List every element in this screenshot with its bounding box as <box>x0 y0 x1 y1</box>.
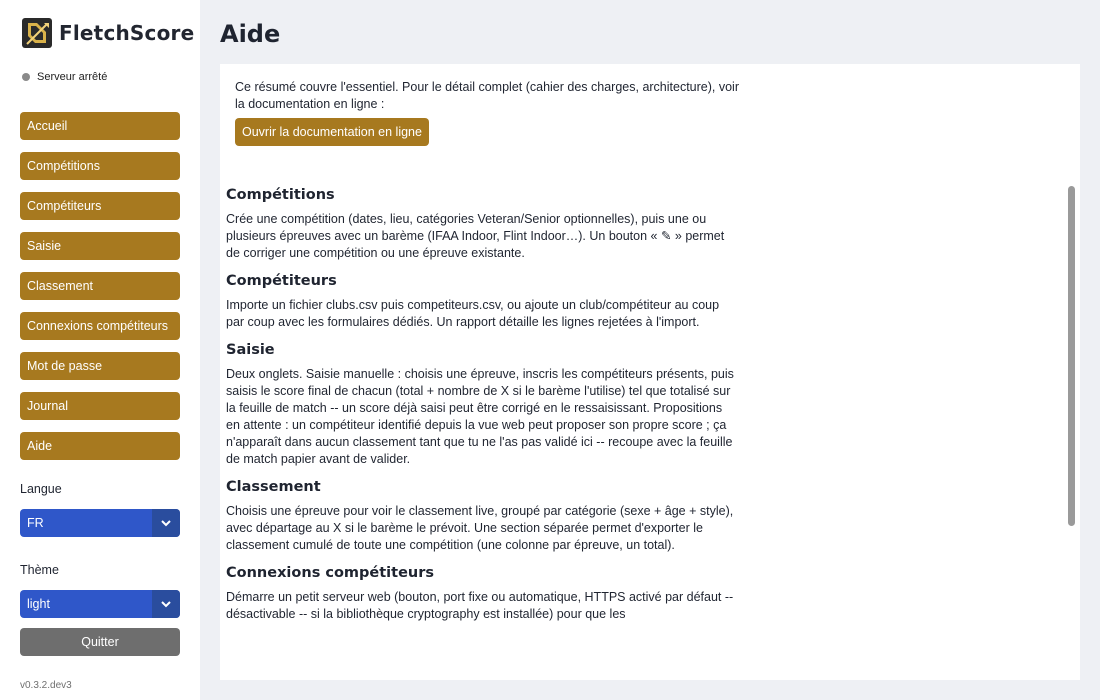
quit-button[interactable]: Quitter <box>20 628 180 656</box>
version-label: v0.3.2.dev3 <box>20 680 72 691</box>
nav-item-mot-de-passe[interactable]: Mot de passe <box>20 352 180 380</box>
help-section <box>226 182 735 262</box>
help-section <box>226 337 735 468</box>
language-select[interactable] <box>20 509 180 537</box>
chevron-down-icon[interactable] <box>152 590 180 618</box>
section-heading: Connexions compétiteurs <box>226 565 435 581</box>
section-heading: Compétiteurs <box>226 273 337 289</box>
section-body: Choisis une épreuve pour voir le classement live, groupé par catégorie (sexe + âge + style), avec départage au X si le barème le prévoit. Une section séparée permet d'exporter le classement cumulé de toute une compétition (une colonne par épreuve, un total). <box>226 504 734 552</box>
nav-item-connexions[interactable]: Connexions compétiteurs <box>20 312 180 340</box>
nav-item-competiteurs[interactable]: Compétiteurs <box>20 192 180 220</box>
nav-item-accueil[interactable]: Accueil <box>20 112 180 140</box>
app-logo <box>22 18 52 48</box>
section-heading: Classement <box>226 479 321 495</box>
brand <box>22 18 194 48</box>
main-nav <box>20 112 180 472</box>
help-section <box>226 268 735 331</box>
help-content <box>220 182 735 623</box>
nav-item-aide[interactable]: Aide <box>20 432 180 460</box>
status-dot-icon <box>22 73 30 81</box>
sidebar <box>0 0 200 700</box>
help-scroll-area[interactable] <box>220 182 1080 680</box>
nav-item-saisie[interactable]: Saisie <box>20 232 180 260</box>
theme-label: Thème <box>20 563 59 577</box>
help-section <box>226 560 735 623</box>
chevron-down-icon[interactable] <box>152 509 180 537</box>
server-status <box>22 71 107 83</box>
page-title: Aide <box>220 20 281 48</box>
section-body: Démarre un petit serveur web (bouton, port fixe ou automatique, HTTPS activé par défaut -- désactivable -- si la bibliothèque cryptography est installée) pour que les <box>226 590 734 621</box>
section-body: Deux onglets. Saisie manuelle : choisis une épreuve, inscris les compétiteurs présents, puis saisis le score final de chacun (total + nombre de X si le barème l'utilise) tel que totalisé sur la feuille de match -- un score déjà saisi peut être corrigé en le ressaisissant. Propositions en attente : un compétiteur identifié depuis la vue web peut proposer son propre score ; ça n'apparaît dans aucun classement tant que tu ne l'as pas validé ici -- recoupe avec la feuille de match papier avant de valider. <box>226 367 734 466</box>
language-value: FR <box>27 516 44 530</box>
theme-select[interactable] <box>20 590 180 618</box>
section-body: Importe un fichier clubs.csv puis competiteurs.csv, ou ajoute un club/compétiteur au coup par coup avec les formulaires dédiés. Un rapport détaille les lignes rejetées à l'import. <box>226 298 720 329</box>
open-docs-button[interactable]: Ouvrir la documentation en ligne <box>235 118 429 146</box>
server-status-label: Serveur arrêté <box>37 71 108 83</box>
nav-item-classement[interactable]: Classement <box>20 272 180 300</box>
app-name: FletchScore <box>59 21 195 45</box>
nav-item-journal[interactable]: Journal <box>20 392 180 420</box>
scrollbar-thumb[interactable] <box>1068 186 1075 526</box>
intro-text: Ce résumé couvre l'essentiel. Pour le détail complet (cahier des charges, architecture), voir la documentation en ligne : <box>235 80 739 111</box>
theme-value: light <box>27 597 50 611</box>
help-panel <box>220 64 1080 680</box>
nav-item-competitions[interactable]: Compétitions <box>20 152 180 180</box>
section-heading: Compétitions <box>226 187 335 203</box>
language-label: Langue <box>20 482 62 496</box>
section-body: Crée une compétition (dates, lieu, catégories Veteran/Senior optionnelles), puis une ou plusieurs épreuves avec un barème (IFAA Indoor, Flint Indoor…). Un bouton « ✎ » permet de corriger une compétition ou une épreuve existante. <box>226 212 725 260</box>
help-section <box>226 474 735 554</box>
section-heading: Saisie <box>226 342 275 358</box>
